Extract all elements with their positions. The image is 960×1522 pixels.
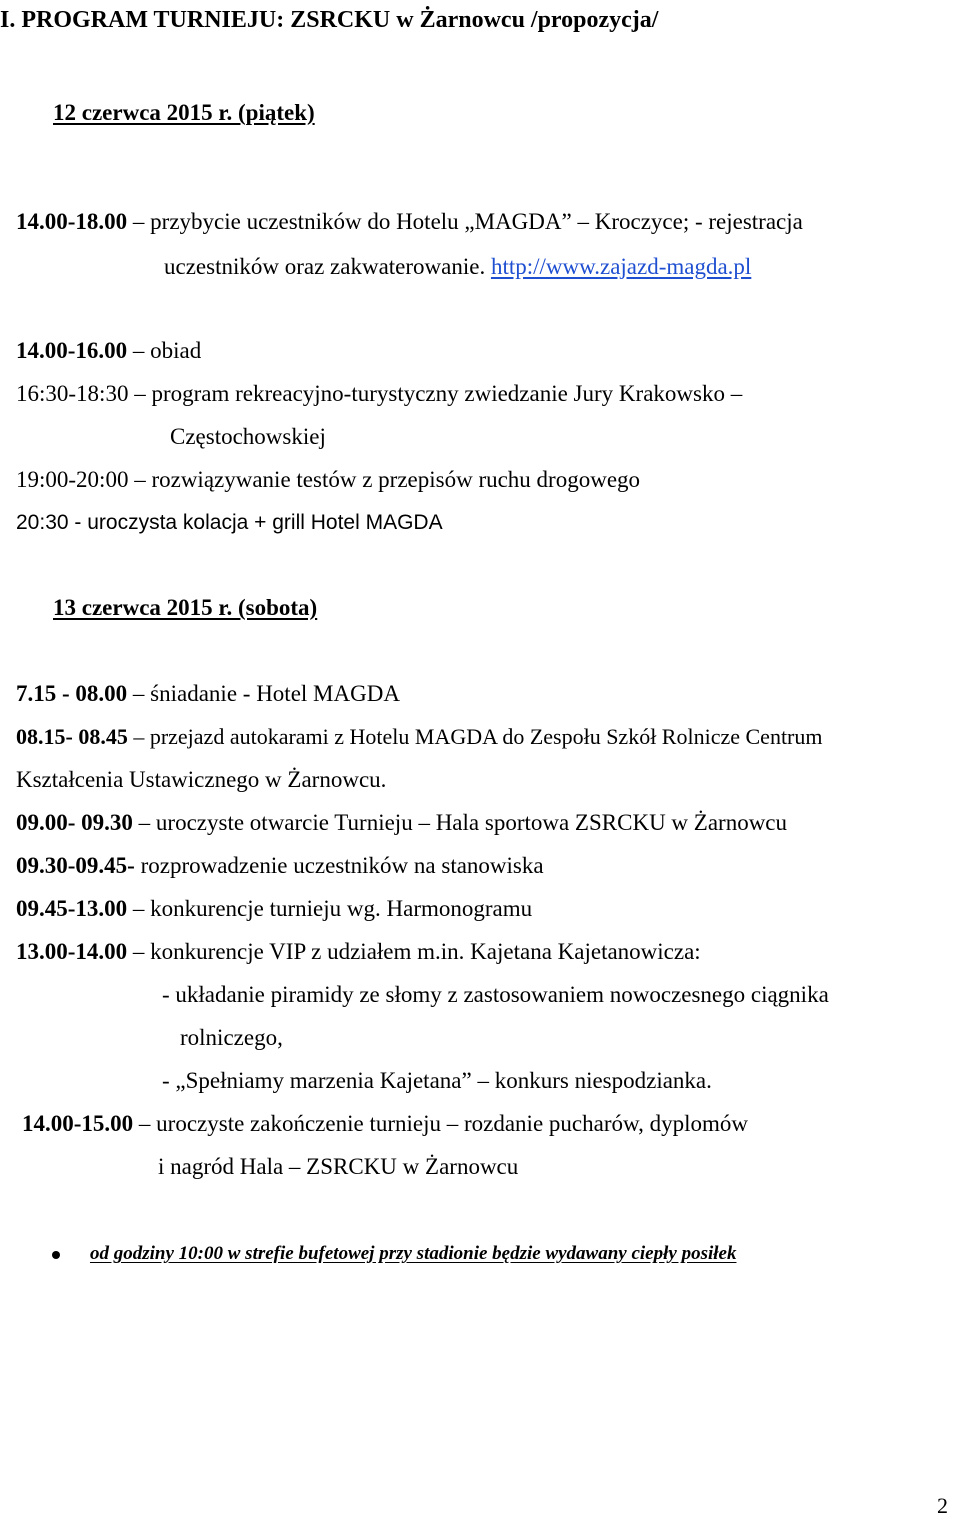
schedule-text: – przejazd autokarami z Hotelu MAGDA do Zespołu Szkół Rolnicze Centrum	[127, 724, 823, 749]
schedule-text: rozprowadzenie uczestników na stanowiska	[134, 853, 544, 878]
page-title: I. PROGRAM TURNIEJU: ZSRCKU w Żarnowcu /propozycja/	[0, 7, 659, 33]
schedule-text: – uroczyste zakończenie turnieju – rozdanie pucharów, dyplomów	[133, 1111, 748, 1136]
schedule-text: – konkurencje VIP z udziałem m.in. Kajetana Kajetanowicza:	[127, 939, 701, 964]
schedule-time: 19:00-20:00	[16, 467, 129, 492]
schedule-time: 14.00-15.00	[22, 1111, 134, 1136]
schedule-text: – rozwiązywanie testów z przepisów ruchu drogowego	[128, 467, 641, 492]
schedule-item	[16, 337, 201, 365]
schedule-time: 16:30-18:30	[16, 381, 129, 406]
bullet-icon	[52, 1251, 60, 1259]
page-number: 2	[937, 1493, 948, 1518]
schedule-subitem: rolniczego,	[180, 1025, 283, 1050]
day2-heading: 13 czerwca 2015 r. (sobota)	[53, 595, 318, 620]
schedule-item	[16, 466, 640, 494]
schedule-item	[16, 208, 803, 236]
schedule-text: – obiad	[127, 338, 202, 363]
schedule-time: 7.15 - 08.00	[16, 681, 128, 706]
schedule-text: Częstochowskiej	[170, 424, 326, 449]
schedule-time: 14.00-18.00	[16, 209, 128, 234]
schedule-text: – program rekreacyjno-turystyczny zwiedzanie Jury Krakowsko –	[128, 381, 743, 406]
schedule-time: 09.00- 09.30	[16, 810, 133, 835]
schedule-item	[16, 895, 532, 923]
schedule-item	[16, 380, 742, 408]
schedule-time: 09.45-13.00	[16, 896, 128, 921]
schedule-text: – śniadanie - Hotel MAGDA	[127, 681, 400, 706]
schedule-subitem: - układanie piramidy ze słomy z zastosowaniem nowoczesnego ciągnika	[162, 982, 829, 1007]
schedule-item-continued	[164, 253, 751, 281]
schedule-time: 14.00-16.00	[16, 338, 128, 363]
schedule-item	[16, 680, 400, 708]
schedule-item	[16, 852, 544, 880]
schedule-text: uczestników oraz zakwaterowanie.	[164, 254, 491, 279]
schedule-text: – przybycie uczestników do Hotelu „MAGDA” – Kroczyce; - rejestracja	[127, 209, 803, 234]
schedule-item	[16, 723, 823, 751]
schedule-time: 09.30-09.45-	[16, 853, 135, 878]
schedule-text: - uroczysta kolacja + grill Hotel MAGDA	[68, 511, 443, 534]
hotel-website-link[interactable]: http://www.zajazd-magda.pl	[490, 254, 752, 279]
schedule-text: – uroczyste otwarcie Turnieju – Hala sportowa ZSRCKU w Żarnowcu	[132, 810, 788, 835]
schedule-text: i nagród Hala – ZSRCKU w Żarnowcu	[158, 1154, 519, 1179]
meal-note: od godziny 10:00 w strefie bufetowej przy stadionie będzie wydawany ciepły posiłek	[90, 1243, 737, 1264]
schedule-subitem: - „Spełniamy marzenia Kajetana” – konkurs niespodzianka.	[162, 1068, 712, 1093]
schedule-item	[22, 1110, 748, 1138]
schedule-text: – konkurencje turnieju wg. Harmonogramu	[127, 896, 533, 921]
schedule-time: 20:30	[16, 511, 69, 534]
schedule-item	[16, 938, 701, 966]
schedule-time: 13.00-14.00	[16, 939, 128, 964]
schedule-time: 08.15- 08.45	[16, 724, 128, 749]
schedule-item	[16, 509, 443, 537]
schedule-text: Kształcenia Ustawicznego w Żarnowcu.	[16, 767, 387, 792]
schedule-item	[16, 809, 787, 837]
day1-heading: 12 czerwca 2015 r. (piątek)	[53, 100, 315, 125]
